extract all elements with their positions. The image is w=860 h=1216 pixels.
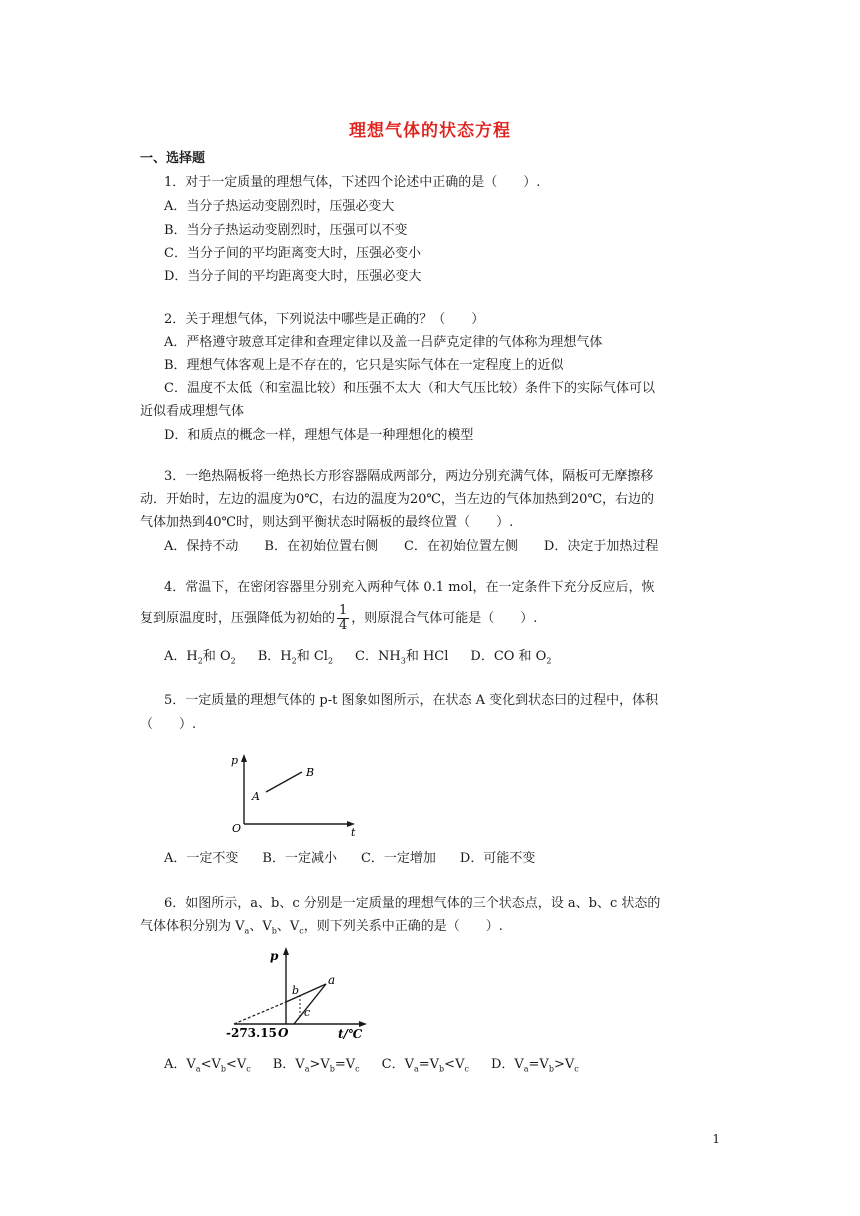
question-4-line-2-pre: 复到原温度时，压强降低为初始的: [140, 611, 336, 626]
question-1-option-a: A．当分子热运动变剧烈时，压强必变大: [164, 199, 395, 214]
fraction-numerator: 1: [339, 603, 348, 618]
question-1-option-c: C．当分子间的平均距离变大时，压强必变小: [164, 246, 421, 261]
question-3-option-b: B．在初始位置右侧: [264, 539, 378, 554]
question-2-option-c: C．温度不太低（和室温比较）和压强不太大（和大气压比较）条件下的实际气体可以: [164, 381, 655, 396]
section-heading: 一、选择题: [140, 151, 206, 166]
page-title: 理想气体的状态方程: [349, 121, 511, 141]
question-4-option-b: B．$H_2$和 $Cl_2$: [257, 649, 334, 666]
question-2-option-b: B．理想气体客观上是不存在的，它只是实际气体在一定程度上的近似: [164, 358, 564, 373]
neg-273-label: -273.15: [226, 1026, 277, 1040]
point-a-label: A: [252, 790, 260, 803]
question-4-line-2: [140, 604, 537, 634]
question-2-option-c-continued: 近似看成理想气体: [140, 404, 245, 419]
question-4-option-c: C．$NH_3$和 HCl: [355, 649, 449, 666]
question-4-option-d: D．CO 和 $O_2$: [470, 649, 552, 666]
ab-segment: [266, 772, 302, 792]
question-3-line-1: 3．一绝热隔板将一绝热长方形容器隔成两部分，两边分别充满气体，隔板可无摩擦移: [164, 469, 654, 484]
question-3-option-d: D．决定于加热过程: [543, 539, 659, 554]
question-5-option-d: D．可能不变: [459, 851, 536, 866]
question-2-option-a: A．严格遵守玻意耳定律和查理定律以及盖一吕萨克定律的气体称为理想气体: [164, 335, 603, 350]
fraction: [337, 604, 349, 633]
p-axis-arrow: [283, 947, 289, 955]
origin-label: O: [232, 822, 242, 835]
t-axis-label: t: [351, 826, 356, 836]
question-3-option-c: C．在初始位置左侧: [403, 539, 518, 554]
question-6-option-c: C．$V_a=V_b<V_c$: [381, 1057, 469, 1074]
question-4-line-2-post: ，则原混合气体可能是（ ）.: [351, 611, 538, 626]
point-b-label: b: [292, 984, 300, 997]
question-1-option-d: D．当分子间的平均距离变大时，压强必变大: [164, 269, 422, 284]
question-6-options: [164, 1056, 579, 1079]
question-5-option-b: B．一定减小: [262, 851, 337, 866]
question-2-stem: 2．关于理想气体，下列说法中哪些是正确的？（ ）: [164, 312, 485, 327]
fraction-denominator: 4: [339, 618, 348, 633]
question-1-option-b: B．当分子热运动变剧烈时，压强可以不变: [164, 223, 408, 238]
dashed-extension: [234, 1002, 286, 1024]
question-6-option-d: D．$V_a=V_b>V_c$: [490, 1057, 579, 1074]
question-3-line-3: 气体加热到40℃时，则达到平衡状态时隔板的最终位置（ ）.: [140, 515, 514, 530]
pt-graph-figure: [226, 752, 366, 836]
question-1-stem: 1．对于一定质量的理想气体，下述四个论述中正确的是（ ）.: [164, 175, 541, 190]
question-5-option-c: C．一定增加: [360, 851, 436, 866]
question-6-line-2: 气体体积分别为 $V_a$、$V_b$、$V_c$，则下列关系中正确的是（ ）.: [140, 919, 503, 936]
question-6-option-b: B．$V_a>V_b=V_c$: [272, 1057, 360, 1074]
page-number: 1: [712, 1132, 720, 1146]
pt-graph-abc-figure: [226, 944, 376, 1042]
question-3-option-a: A．保持不动: [164, 539, 239, 554]
question-6-line-1: 6．如图所示，a、b、c 分别是一定质量的理想气体的三个状态点，设 a、b、c 状态的: [164, 896, 661, 911]
point-b-label: B: [306, 766, 315, 779]
t-axis-label: t/℃: [338, 1027, 363, 1041]
question-3-line-2: 动．开始时，左边的温度为0℃，右边的温度为20℃，当左边的气体加热到20℃，右边的: [140, 492, 654, 507]
p-axis-arrow: [241, 754, 247, 762]
question-5-line-2: （ ）.: [140, 717, 197, 732]
origin-label: O: [278, 1026, 289, 1040]
question-5-option-a: A．一定不变: [164, 851, 239, 866]
point-c-label: c: [304, 1006, 311, 1019]
p-axis-label: p: [231, 754, 239, 767]
question-3-options: [164, 538, 658, 556]
question-4-option-a: A．$H_2$和 $O_2$: [164, 649, 236, 666]
p-axis-label: p: [270, 949, 279, 963]
question-2-option-d: D．和质点的概念一样，理想气体是一种理想化的模型: [164, 428, 474, 443]
question-4-options: [164, 648, 551, 671]
question-5-line-1: 5．一定质量的理想气体的 p-t 图象如图所示，在状态 A 变化到状态曰的过程中，体积: [164, 693, 659, 708]
question-4-line-1: 4．常温下，在密闭容器里分别充入两种气体 0.1 mol，在一定条件下充分反应后，恢: [164, 580, 655, 595]
question-6-option-a: A．$V_a<V_b<V_c$: [164, 1057, 251, 1074]
question-5-options: [164, 850, 535, 868]
point-a-label: a: [328, 973, 336, 987]
